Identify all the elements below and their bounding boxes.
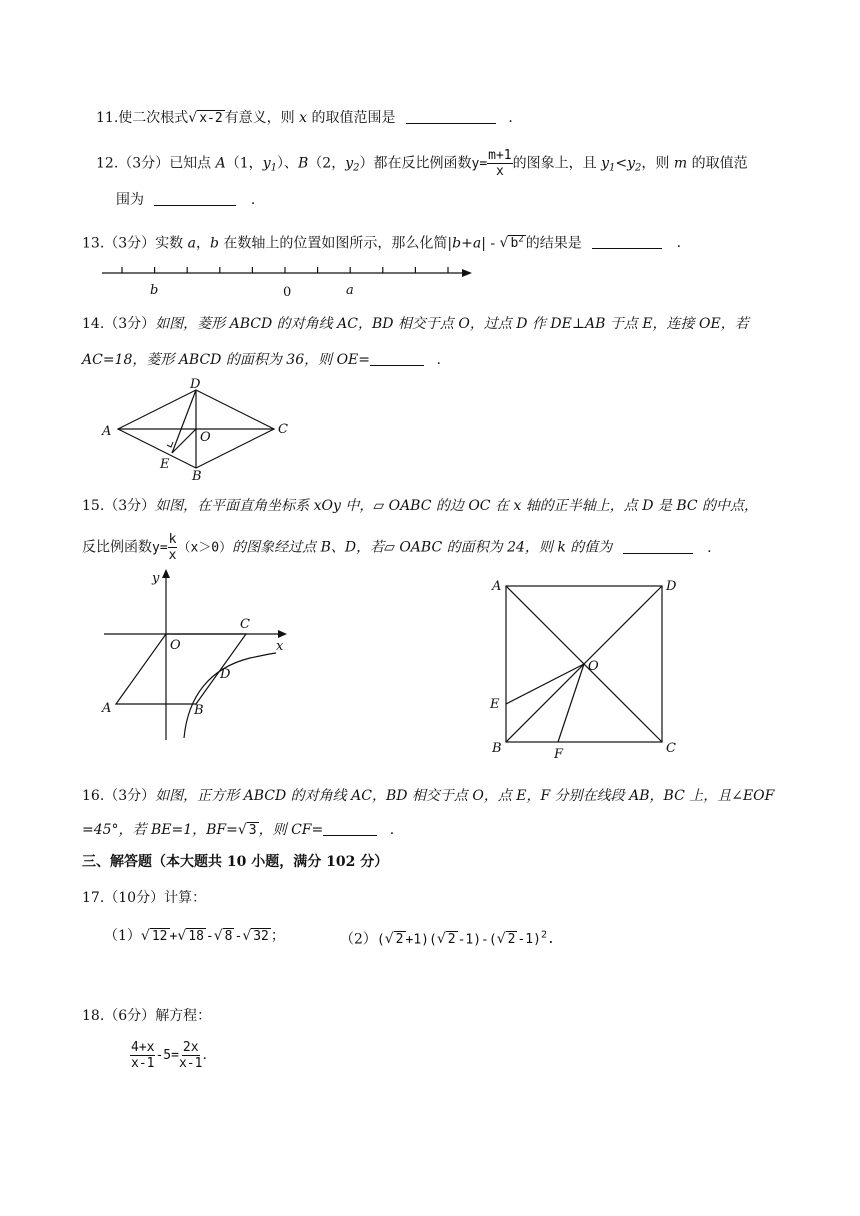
svg-text:D: D xyxy=(666,579,677,594)
svg-text:O: O xyxy=(200,430,211,445)
square-figure xyxy=(486,574,686,762)
label-zero: 0 xyxy=(283,285,292,300)
question-12-line2: 围为 . xyxy=(116,192,256,208)
svg-text:F: F xyxy=(554,747,564,762)
question-12: 12.（3分）已知点 A（1，$y_1$）、B（2，$y_2$）都在反比例函数y= $\frac{m+1}{x}$ 的图象上，且 $y_1<y_2$，则 m 的取值范 xyxy=(96,148,748,179)
svg-text:A: A xyxy=(492,579,502,594)
question-11: 11.使二次根式√ x-2 有意义，则 x 的取值范围是 . xyxy=(96,110,513,126)
svg-text:D: D xyxy=(220,667,231,682)
answer-blank[interactable] xyxy=(154,191,236,206)
svg-text:B: B xyxy=(492,741,502,756)
svg-text:A: A xyxy=(102,424,112,439)
sqrt-expression: √ x-2 xyxy=(188,110,223,126)
answer-blank[interactable] xyxy=(370,351,424,366)
answer-blank[interactable] xyxy=(592,234,662,249)
svg-text:C: C xyxy=(278,422,288,437)
question-17: 17.（10分）计算： xyxy=(82,890,207,906)
equation-18: $\frac{4+x}{x-1}$ -5= $\frac{2x}{x-1}$ . xyxy=(131,1039,207,1071)
question-18: 18.（6分）解方程： xyxy=(82,1008,212,1024)
svg-text:x: x xyxy=(276,639,284,654)
fraction: $\frac{k}{x}$ xyxy=(168,532,177,563)
question-15-line2: 反比例函数y= $\frac{k}{x}$ （x＞0）的图象经过点 B、D，若▱ OABC 的面积为 24，则 k 的值为 . xyxy=(82,532,712,563)
svg-text:B: B xyxy=(192,469,202,482)
answer-blank[interactable] xyxy=(623,539,693,554)
axis-ticks xyxy=(122,267,480,273)
question-13: 13.（3分）实数 a，b 在数轴上的位置如图所示，那么化简|b+a| - √ $b^2$ 的结果是 . xyxy=(82,235,682,252)
svg-text:O: O xyxy=(170,638,181,653)
question-15: 15.（3分）如图，在平面直角坐标系 xOy 中，▱ OABC 的边 OC 在 x 轴的正半轴上，点 D 是 BC 的中点， xyxy=(82,498,759,514)
coordinate-figure xyxy=(100,566,296,742)
question-14-line2: AC=18，菱形 ABCD 的面积为 36，则 OE= . xyxy=(82,352,441,368)
answer-blank[interactable] xyxy=(406,109,496,124)
svg-text:O: O xyxy=(588,659,599,674)
answer-blank[interactable] xyxy=(323,821,377,836)
number-line-figure xyxy=(100,262,480,302)
label-b: b xyxy=(150,283,159,298)
svg-text:C: C xyxy=(240,617,250,632)
question-17-part1: （1）√ 12 +√ 18 -√ 8 -√ 32 ； xyxy=(104,928,285,944)
question-17-part2: （2）(√ 2 +1)(√ 2 -1)-(√ 2 -1)$^2$. xyxy=(340,930,555,948)
svg-text:B: B xyxy=(194,703,204,718)
svg-text:E: E xyxy=(160,457,170,472)
svg-text:y: y xyxy=(152,571,160,586)
svg-text:A: A xyxy=(102,701,112,716)
question-16: 16.（3分）如图，正方形 ABCD 的对角线 AC，BD 相交于点 O，点 E，F 分别在线段 AB，BC 上，且∠EOF xyxy=(82,788,775,804)
svg-text:C: C xyxy=(666,741,676,756)
svg-text:D: D xyxy=(190,378,201,392)
svg-text:E: E xyxy=(490,697,500,712)
question-16-line2: =45°，若 BE=1，BF=√ 3 ，则 CF= . xyxy=(82,822,395,838)
rhombus-figure xyxy=(100,378,300,482)
section-title: 三、解答题（本大题共 10 小题，满分 102 分） xyxy=(82,854,389,870)
question-14: 14.（3分）如图，菱形 ABCD 的对角线 AC，BD 相交于点 O，过点 D 作 DE⊥AB 于点 E，连接 OE，若 xyxy=(82,316,749,332)
label-a: a xyxy=(346,283,354,298)
fraction: $\frac{m+1}{x}$ xyxy=(488,148,512,179)
